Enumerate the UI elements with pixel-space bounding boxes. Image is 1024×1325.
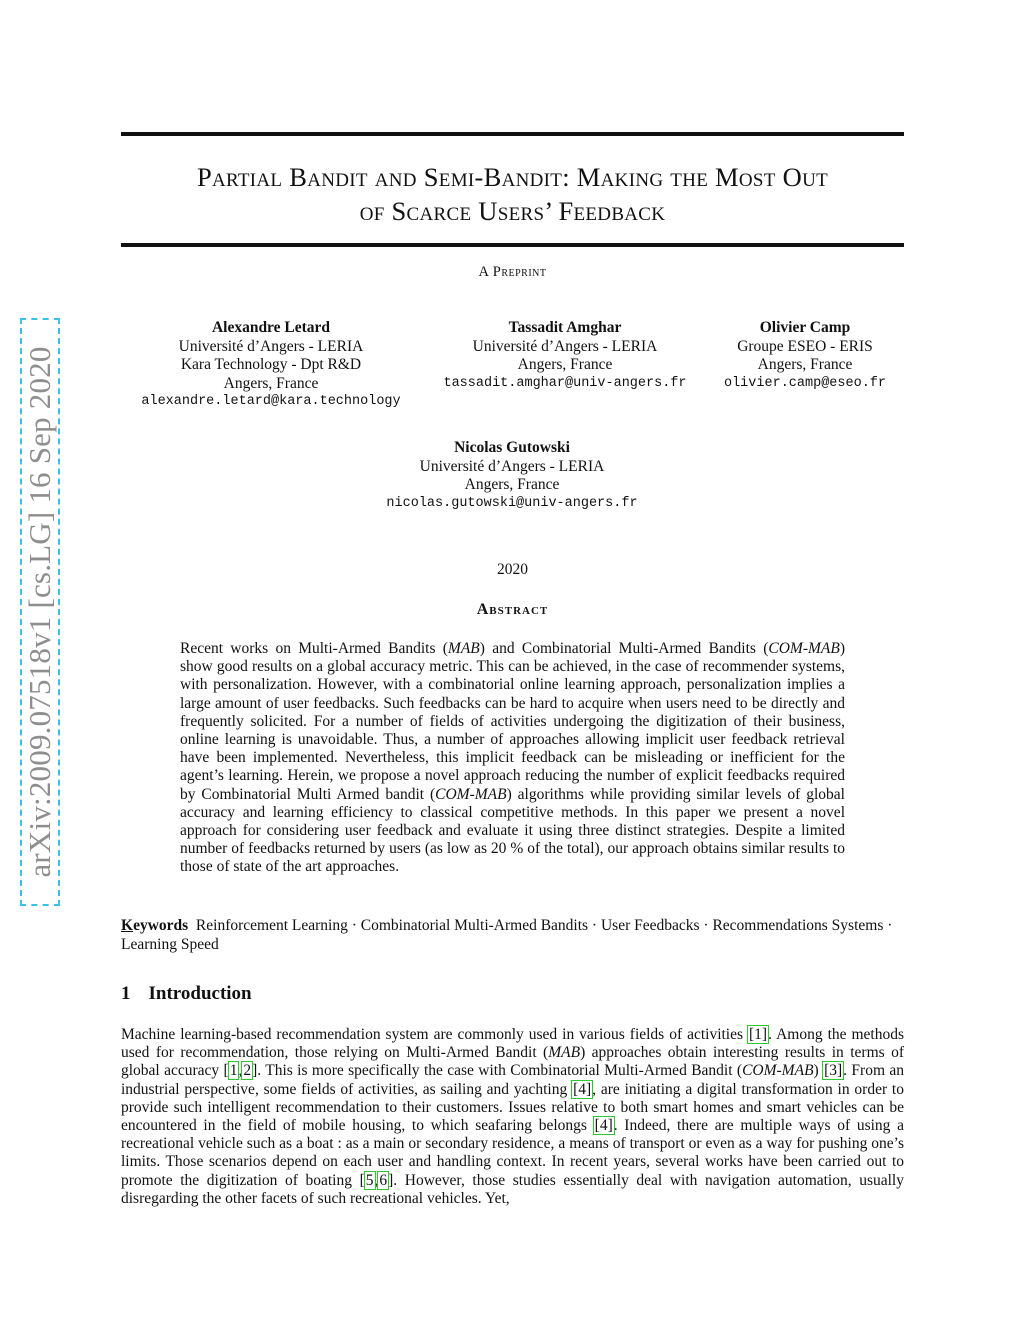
author-block-3 [710, 319, 900, 393]
author-affiliation: Université d’Angers - LERIA [472, 337, 658, 355]
author-affiliation: Université d’Angers - LERIA [178, 337, 364, 355]
citation-link[interactable]: [3] [824, 1062, 843, 1080]
author-name: Olivier Camp [759, 319, 851, 336]
arxiv-stamp [20, 318, 60, 906]
author-location: Angers, France [517, 356, 613, 373]
author-block-2 [425, 319, 705, 393]
author-location: Angers, France [223, 374, 319, 392]
preprint-label: A Preprint [478, 264, 547, 280]
title-bottom-rule [121, 243, 904, 247]
author-name: Nicolas Gutowski [454, 439, 570, 456]
author-affiliation: Université d’Angers - LERIA [419, 457, 605, 475]
keywords-label: Keywords [121, 917, 189, 934]
publication-year: 2020 [497, 561, 528, 578]
citation-link[interactable]: [4] [594, 1117, 613, 1135]
citation-link[interactable]: 5 [365, 1171, 374, 1189]
author-block-1 [121, 319, 421, 412]
author-location: Angers, France [464, 476, 560, 493]
introduction-text: Machine learning-based recommendation system are commonly used in various fields of activities [1]. Among the methods used for recommendation, those relying on Multi-Armed Bandit (MAB) approaches obtain interesting results in terms of global accuracy [1,2]. This is more specifically the case with Combinatorial Multi-Armed Bandit (COM-MAB) [3]. From an industrial perspective, some fields of activities, as sailing and yachting [4], are initiating a digital transformation in order to provide such intelligent recommendation to their customers. Issues relative to both smart homes and smart vehicles can be encountered in the field of mobile housing, to which seafaring belongs [4]. Indeed, there are multiple ways of using a recreational vehicle such as a boat : as a main or secondary residence, a means of transport or even as a way for pushing one’s limits. Those scenarios depend on each user and handling context. In recent years, several works have been carried out to promote the digitization of boating [5,6]. However, those studies essentially deal with navigation automation, usually disregarding the other facets of such recreational vehicles. Yet, [121, 1026, 905, 1207]
author-email[interactable]: alexandre.letard@kara.technology [141, 394, 401, 409]
title-line-1: Partial Bandit and Semi-Bandit: Making the Most Out [196, 162, 828, 192]
keywords-text: Reinforcement Learning · Combinatorial Multi-Armed Bandits · User Feedbacks · Recommendations Systems · Learning Speed [121, 917, 893, 953]
abstract-text: Recent works on Multi-Armed Bandits (MAB) and Combinatorial Multi-Armed Bandits (COM-MAB) show good results on a global accuracy metric. This can be achieved, in the case of recommender systems, with personalization. However, with a combinatorial online learning approach, personalization implies a large amount of user feedbacks. Such feedbacks can be hard to acquire when users need to be directly and frequently solicited. For a number of fields of activities undergoing the digitization of their business, online learning is unavoidable. Thus, a number of approaches allowing implicit user feedback retrieval have been implemented. Nevertheless, this implicit feedback can be misleading or inefficient for the agent’s learning. Herein, we propose a novel approach reducing the number of explicit feedbacks required by Combinatorial Multi Armed bandit (COM-MAB) algorithms while providing similar levels of global accuracy and learning efficiency to classical competitive methods. In this paper we present a novel approach for considering user feedback and evaluate it using three distinct strategies. Despite a limited number of feedbacks returned by users (as low as 20 % of the total), our approach obtains similar results to those of state of the art approaches. [180, 640, 845, 876]
author-block-4 [362, 439, 662, 513]
citation-link[interactable]: [1] [749, 1026, 768, 1043]
author-affiliation: Groupe ESEO - ERIS [737, 337, 873, 355]
arxiv-identifier: arXiv:2009.07518v1 [cs.LG] 16 Sep 2020 [22, 346, 57, 878]
keywords [121, 917, 904, 954]
author-name: Tassadit Amghar [508, 319, 622, 336]
title-line-2: of Scarce Users’ Feedback [359, 196, 666, 226]
author-email[interactable]: nicolas.gutowski@univ-angers.fr [386, 495, 638, 511]
title-top-rule [121, 132, 904, 136]
citation-link[interactable]: [4] [573, 1080, 592, 1098]
author-affiliation: Kara Technology - Dpt R&D [180, 356, 362, 373]
author-email[interactable]: tassadit.amghar@univ-angers.fr [443, 375, 687, 391]
author-name: Alexandre Letard [211, 319, 331, 336]
section-number: 1 [121, 983, 131, 1004]
paper-title [121, 160, 904, 228]
author-location: Angers, France [757, 356, 853, 373]
citation-link[interactable]: 6 [379, 1171, 388, 1189]
section-title: Introduction [148, 983, 252, 1004]
abstract-heading: Abstract [476, 601, 549, 618]
citation-link[interactable]: 1 [229, 1062, 238, 1080]
section-heading [121, 983, 252, 1005]
citation-link[interactable]: 2 [243, 1062, 252, 1080]
author-email[interactable]: olivier.camp@eseo.fr [723, 375, 887, 391]
